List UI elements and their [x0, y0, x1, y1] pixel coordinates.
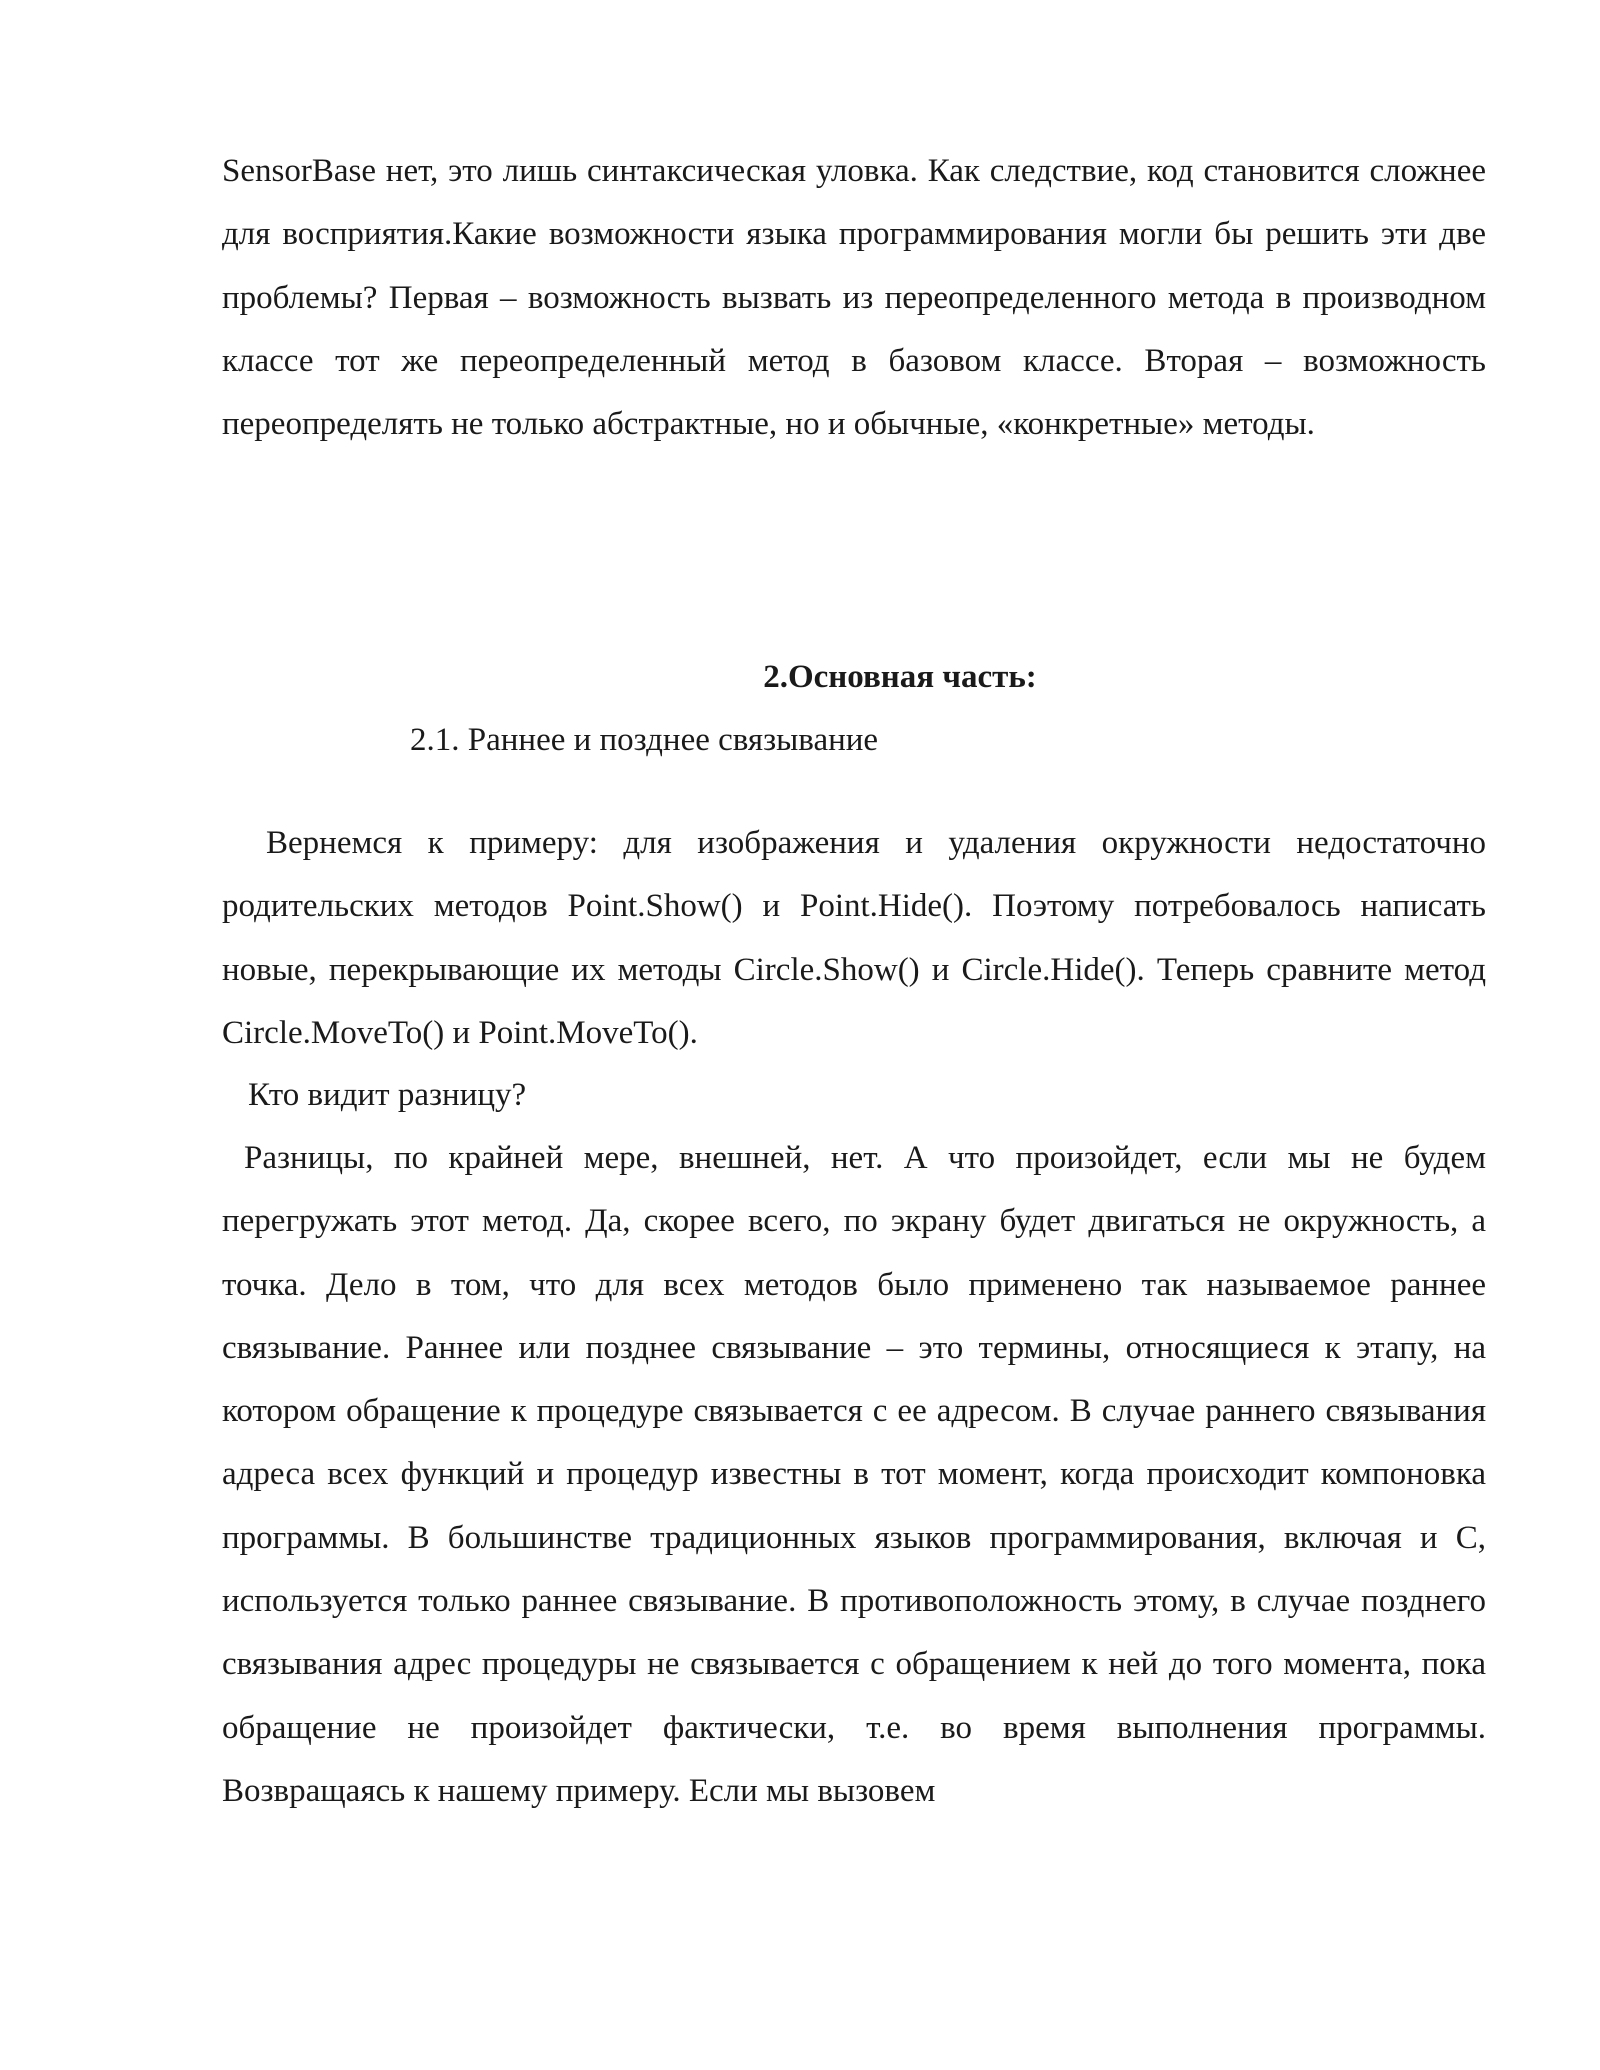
paragraph-question: Кто видит разницу?	[248, 1077, 527, 1113]
paragraph-intro: SensorBase нет, это лишь синтаксическая уловка. Как следствие, код становится сложнее для восприятия.Какие возможности языка программирования могли бы решить эти две проблемы? Первая – возможность вызвать из переопределенного метода в производном классе тот же переопределенный метод в базовом классе. Вторая – возможность переопределять не только абстрактные, но и обычные, «конкретные» методы.	[222, 153, 1486, 443]
section-heading: 2.Основная часть:	[763, 659, 1037, 695]
paragraph-answer: Разницы, по крайней мере, внешней, нет. А что произойдет, если мы не будем перегружать этот метод. Да, скорее всего, по экрану будет двигаться не окружность, а точка. Дело в том, что для всех методов было применено так называемое раннее связывание. Раннее или позднее связывание – это термины, относящиеся к этапу, на котором обращение к процедуре связывается с ее адресом. В случае раннего связывания адреса всех функций и процедур известны в тот момент, когда происходит компоновка программы. В большинстве традиционных языков программирования, включая и С, используется только раннее связывание. В противоположность этому, в случае позднего связывания адрес процедуры не связывается с обращением к ней до того момента, пока обращение не произойдет фактически, т.е. во время выполнения программы. Возвращаясь к нашему примеру. Если мы вызовем	[222, 1140, 1486, 1809]
paragraph-return-to-example: Вернемся к примеру: для изображения и удаления окружности недостаточно родительских методов Point.Show() и Point.Hide(). Поэтому потребовалось написать новые, перекрывающие их методы Circle.Show() и Circle.Hide(). Теперь сравните метод Circle.MoveTo() и Point.MoveTo().	[222, 825, 1486, 1051]
subsection-heading: 2.1. Раннее и позднее связывание	[410, 722, 879, 758]
